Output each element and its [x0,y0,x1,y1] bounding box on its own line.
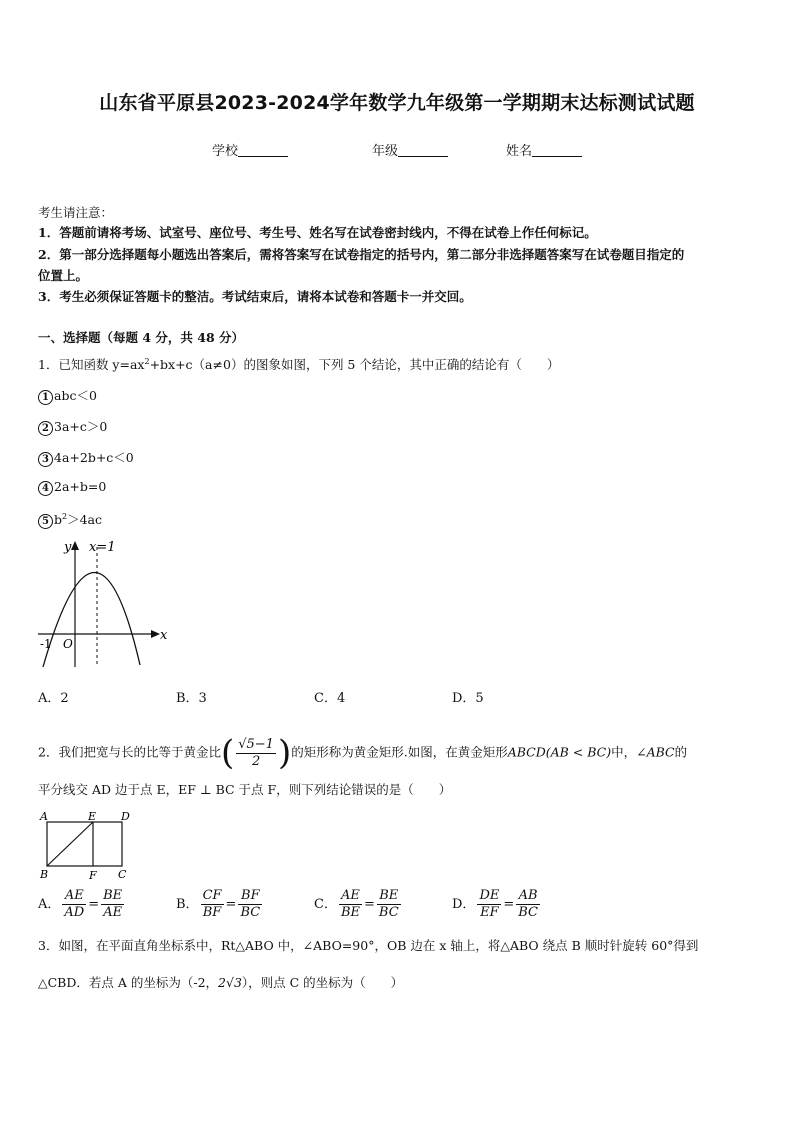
q2-option-d[interactable]: D． $\frac{DE}{EF}$ = $\frac{AB}{BC}$ [452,888,539,920]
axis-label: x=1 [89,540,116,555]
grade-label: 年级 [372,144,399,159]
x-label: x [160,628,168,643]
x-axis-arrow [151,630,160,638]
y-label: y [64,540,72,555]
notice-item: 2．第一部分选择题每小题选出答案后，需将答案写在试卷指定的括号内，第二部分非选择题答案写在试卷题目指定的 [38,247,685,262]
grade-field[interactable] [372,140,448,159]
notice-item: 位置上。 [38,268,89,283]
school-field[interactable] [212,140,288,159]
golden-rectangle-figure [36,808,136,882]
question-2-stem-line2: 平分线交 AD 边于点 E，EF ⊥ BC 于点 F，则下列结论错误的是（ ） [38,782,452,797]
question-3-stem-line2: △CBD．若点 A 的坐标为（-2，2√3），则点 C 的坐标为（ ） [38,975,404,990]
rectangle-abcd [47,822,122,866]
name-blank[interactable] [532,144,582,157]
q2-option-c[interactable]: C． $\frac{AE}{BE}$ = $\frac{BE}{BC}$ [314,888,399,920]
label-e: E [88,810,97,823]
label-d: D [121,810,130,823]
name-field[interactable] [506,140,582,159]
section-heading: 一、选择题（每题 4 分，共 48 分） [38,330,245,345]
page-title: 山东省平原县2023-2024学年数学九年级第一学期期末达标测试试题 [99,92,695,114]
segment-be [47,822,93,866]
name-label: 姓名 [506,144,533,159]
q1-statement-1: 1 abc＜0 [38,386,97,405]
label-a: A [40,810,48,823]
coordinate-value: 2√3 [218,975,242,990]
circled-number: 2 [38,421,53,436]
school-blank[interactable] [238,144,288,157]
grade-blank[interactable] [398,144,448,157]
q1-statement-2: 2 3a+c＞0 [38,417,107,436]
circled-number: 3 [38,452,53,467]
question-3-stem: 3．如图，在平面直角坐标系中，Rt△ABO 中，∠ABO=90°，OB 边在 x 轴上，将△ABO 绕点 B 顺时针旋转 60°得到 [38,938,699,953]
q1-statement-3: 3 4a+2b+c＜0 [38,448,134,467]
label-b: B [40,868,49,881]
notice-item: 3．考生必须保证答题卡的整洁。考试结束后，请将本试卷和答题卡一并交回。 [38,289,472,304]
q1-option-c[interactable]: C．4 [314,691,346,706]
label-f: F [89,869,97,882]
q1-option-a[interactable]: A．2 [38,691,69,706]
question-2-stem: 2．我们把宽与长的比等于黄金比( $\frac{√5-1}{2}$ )的矩形称为黄金矩形.如图，在黄金矩形ABCD(AB < BC)中，∠ABC的 [38,733,688,773]
q1-option-b[interactable]: B．3 [176,691,207,706]
circled-number: 1 [38,390,53,405]
origin-label: O [63,637,73,651]
q1-statement-5: 5 $b^2>4ac$ [38,510,102,529]
label-c: C [118,868,127,881]
circled-number: 4 [38,481,53,496]
q1-statement-4: 4 2a+b=0 [38,479,106,496]
y-axis-arrow [71,541,79,550]
neg-one-label: -1 [40,637,52,651]
notice-item: 1．答题前请将考场、试室号、座位号、考生号、姓名写在试卷密封线内，不得在试卷上作任何标记。 [38,225,597,240]
q2-option-b[interactable]: B． $\frac{CF}{BF}$ = $\frac{BF}{BC}$ [176,888,261,920]
circled-number: 5 [38,514,53,529]
parabola-curve [43,572,140,667]
q2-option-a[interactable]: A． $\frac{AE}{AD}$ = $\frac{BE}{AE}$ [38,888,123,920]
q1-option-d[interactable]: D．5 [452,691,484,706]
notice-heading: 考生请注意： [38,205,114,220]
school-label: 学校 [212,144,239,159]
parabola-graph [34,535,174,670]
question-1-stem: 1．已知函数 $y=ax^2+bx+c(a\ne 0)$的图象如图，下列 5 个结论，其中正确的结论有（ ） [38,356,560,372]
